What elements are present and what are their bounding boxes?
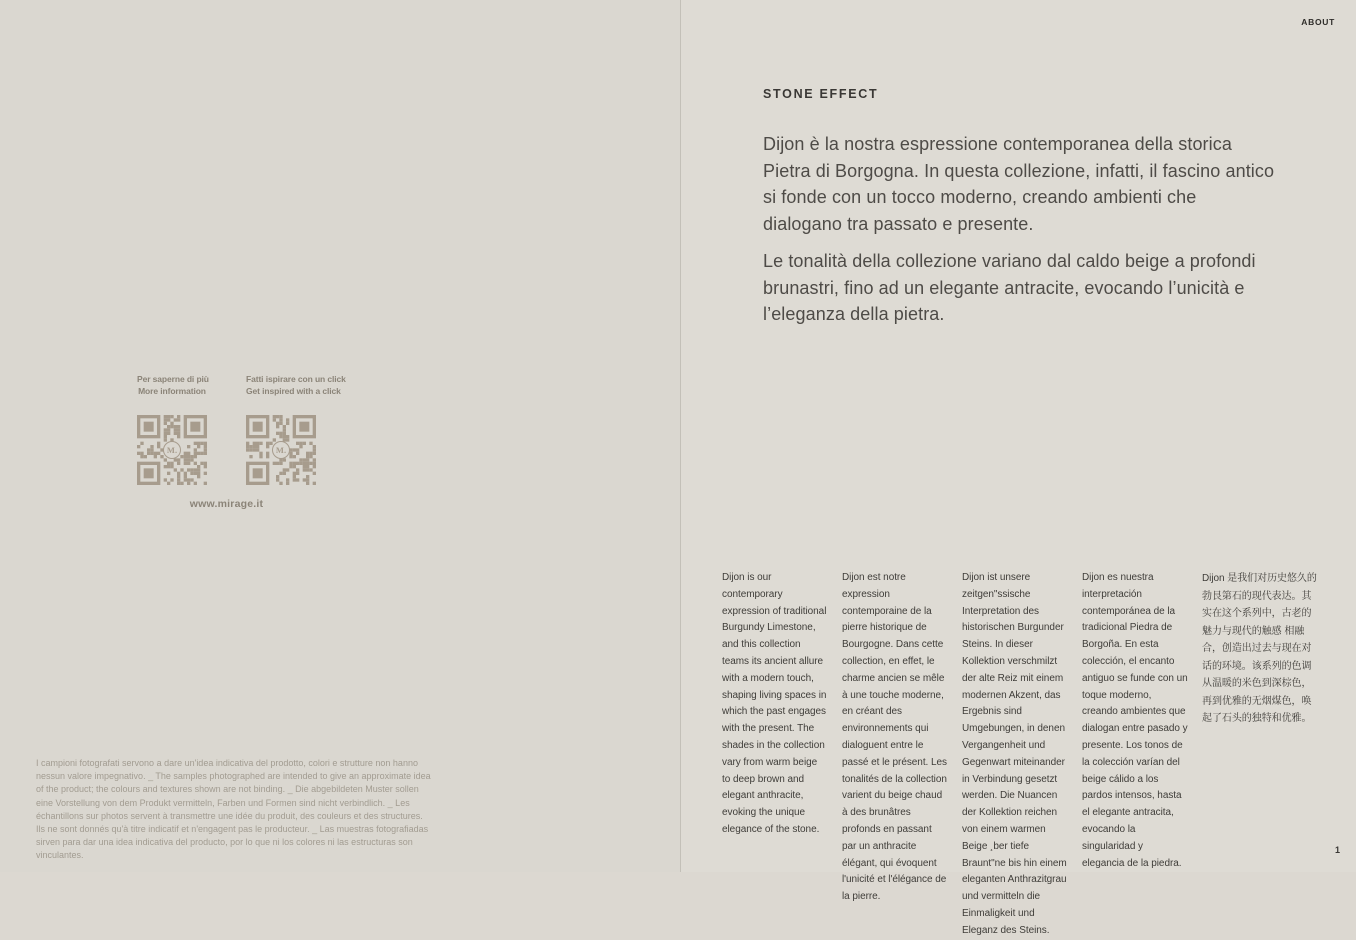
translation-column-spanish: Dijon es nuestra interpretación contemporánea de la tradicional Piedra de Borgoña. En esta colección, el encanto antiguo se funde con un toque moderno, creando ambientes que dialogan entre pasado y presente. Los tonos de la colección varían del beige cálido a los pardos intensos, hasta el elegante antracita, evocando la singularidad y elegancia de la piedra.	[1082, 572, 1188, 869]
page-number: 1	[1334, 845, 1340, 855]
translation-column-german: Dijon ist unsere zeitgen"ssische Interpretation des historischen Burgunder Steins. In dieser Kollektion verschmilzt der alte Reiz mit einem modernen Akzent, das Ergebnis sind Umgebungen, in denen Vergangenheit und Gegenwart miteinander in Verbindung gesetzt werden. Die Nuancen der Kollektion reichen von einem warmen Beige ¸ber tiefe Braunt"ne bis hin einem eleganten Anthrazitgrau und vermitteln die Einmaligkeit und Eleganz des Steins.	[962, 572, 1067, 936]
website-link[interactable]: www.mirage.it	[189, 498, 264, 510]
section-title: STONE EFFECT	[763, 87, 879, 101]
qr-block-inspiration	[246, 374, 346, 485]
svg-text:M.: M.	[275, 445, 287, 455]
page-fold-divider	[680, 0, 681, 872]
qr-label-line: Get inspired with a click	[246, 385, 341, 396]
translation-column-chinese: Dijon 是我们对历史悠久的勃艮第石的现代表达。其实在这个系列中，古老的魅力与现代的触感 相融合，创造出过去与现在对话的环境。该系列的色调从温暖的米色到深棕色，再到优雅的无烟煤色，唤起了石头的独特和优雅。	[1202, 573, 1317, 724]
intro-paragraph-2: Le tonalità della collezione variano dal caldo beige a profondi brunastri, fino ad un elegante antracite, evocando l’unicità e l’eleganza della pietra.	[763, 251, 1256, 324]
qr-label-line: Per saperne di più	[137, 374, 209, 384]
svg-text:M.: M.	[166, 445, 178, 455]
qr-label-inspiration	[246, 374, 346, 397]
legal-disclaimer: I campioni fotografati servono a dare un'idea indicativa del prodotto, colori e strutture non hanno nessun valore impegnativo. _ The samples photographed are intended to give an approximate idea of the product; the colours and textures shown are not binding. _ Die abgebildeten Muster sollen eine Vorstellung von dem Produkt vermitteln, Farben und Formen sind nicht verbindlich. _ Les échantillons sur photos servent à transmettre une idée du produit, des couleurs et des structures. Ils ne sont donnés qu'à titre indicatif et n'engagent pas le producteur. _ Las muestras fotografiadas sirven para dar una idea indicativa del producto, por lo que ni los colores ni las estructuras son vinculantes.	[36, 758, 431, 861]
qr-section	[137, 374, 346, 510]
intro-paragraph-1: Dijon è la nostra espressione contemporanea della storica Pietra di Borgogna. In questa collezione, infatti, il fascino antico si fonde con un tocco moderno, creando ambienti che dialogano tra passato e presente.	[763, 134, 1275, 234]
qr-label-more-info	[137, 374, 207, 397]
qr-block-more-info	[137, 374, 207, 485]
qr-label-line: Fatti ispirare con un click	[246, 374, 346, 384]
intro-text-block	[763, 131, 1278, 339]
qr-code-inspiration-icon	[246, 415, 316, 485]
translation-columns	[722, 570, 1320, 940]
translation-column-french: Dijon est notre expression contemporaine de la pierre historique de Bourgogne. Dans cette collection, en effet, le charme ancien se mêle à une touche moderne, en créant des environnements qui dialoguent entre le passé et le présent. Les tonalités de la collection varient du beige chaud à des brunâtres profonds en passant par un anthracite élégant, qui évoquent l'unicité et l'élégance de la pierre.	[842, 572, 947, 903]
qr-code-more-info-icon	[137, 415, 207, 485]
about-running-header: ABOUT	[1301, 17, 1335, 27]
translation-column-english: Dijon is our contemporary expression of traditional Burgundy Limestone, and this collection teams its ancient allure with a modern touch, shaping living spaces in which the past engages with the present. The shades in the collection vary from warm beige to deep brown and elegant anthracite, evoking the unique elegance of the stone.	[722, 572, 827, 835]
qr-label-line: More information	[138, 385, 206, 396]
left-page-background	[0, 0, 680, 872]
